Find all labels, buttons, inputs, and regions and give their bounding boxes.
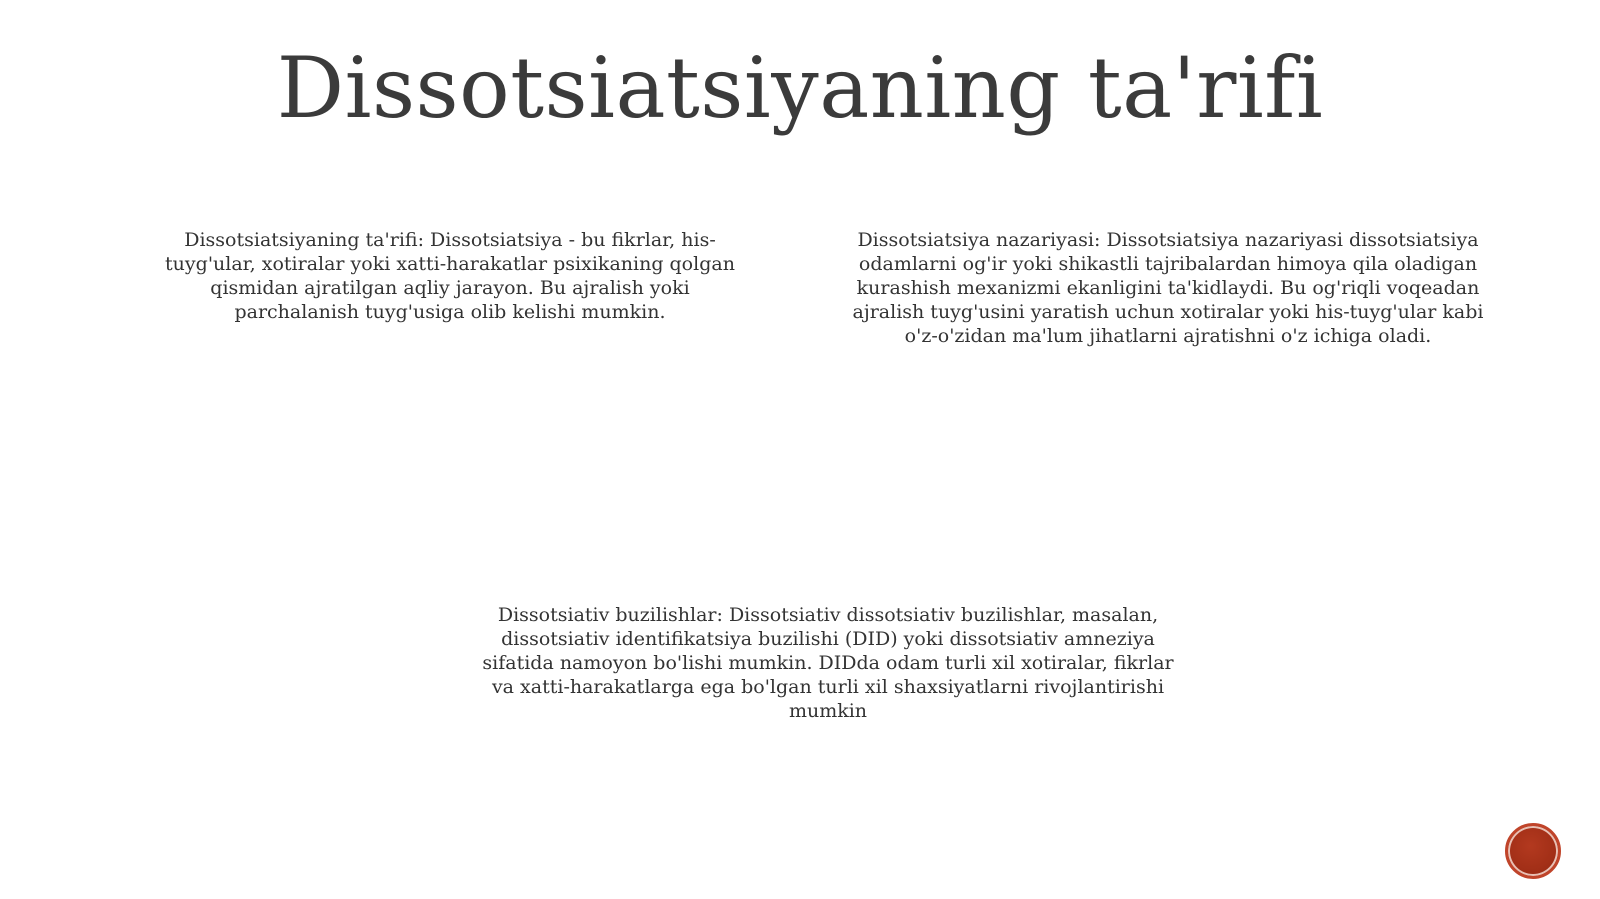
definition-text-block: Dissotsiatsiyaning ta'rifi: Dissotsiatsiya - bu fikrlar, his-tuyg'ular, xotiralar yoki xatti-harakatlar psixikaning qolgan qismidan ajratilgan aqliy jarayon. Bu ajralish yoki parchalanish tuyg'usiga olib kelishi mumkin. xyxy=(165,229,735,323)
slide-nav-circle-button[interactable] xyxy=(1505,823,1561,879)
slide-title: Dissotsiatsiyaning ta'rifi xyxy=(276,39,1324,137)
theory-text-block: Dissotsiatsiya nazariyasi: Dissotsiatsiya nazariyasi dissotsiatsiya odamlarni og'ir yoki shikastli tajribalardan himoya qila oladigan kurashish mexanizmi ekanligini ta'kidlaydi. Bu og'riqli voqeadan ajralish tuyg'usini yaratish uchun xotiralar yoki his-tuyg'ular kabi o'z-o'zidan ma'lum jihatlarni ajratishni o'z ichiga oladi. xyxy=(852,229,1484,347)
disorders-text-block: Dissotsiativ buzilishlar: Dissotsiativ dissotsiativ buzilishlar, masalan, dissotsiativ identifikatsiya buzilishi (DID) yoki dissotsiativ amneziya sifatida namoyon bo'lishi mumkin. DIDda odam turli xil xotiralar, fikrlar va xatti-harakatlarga ega bo'lgan turli xil shaxsiyatlarni rivojlantirishi mumkin xyxy=(482,604,1174,722)
